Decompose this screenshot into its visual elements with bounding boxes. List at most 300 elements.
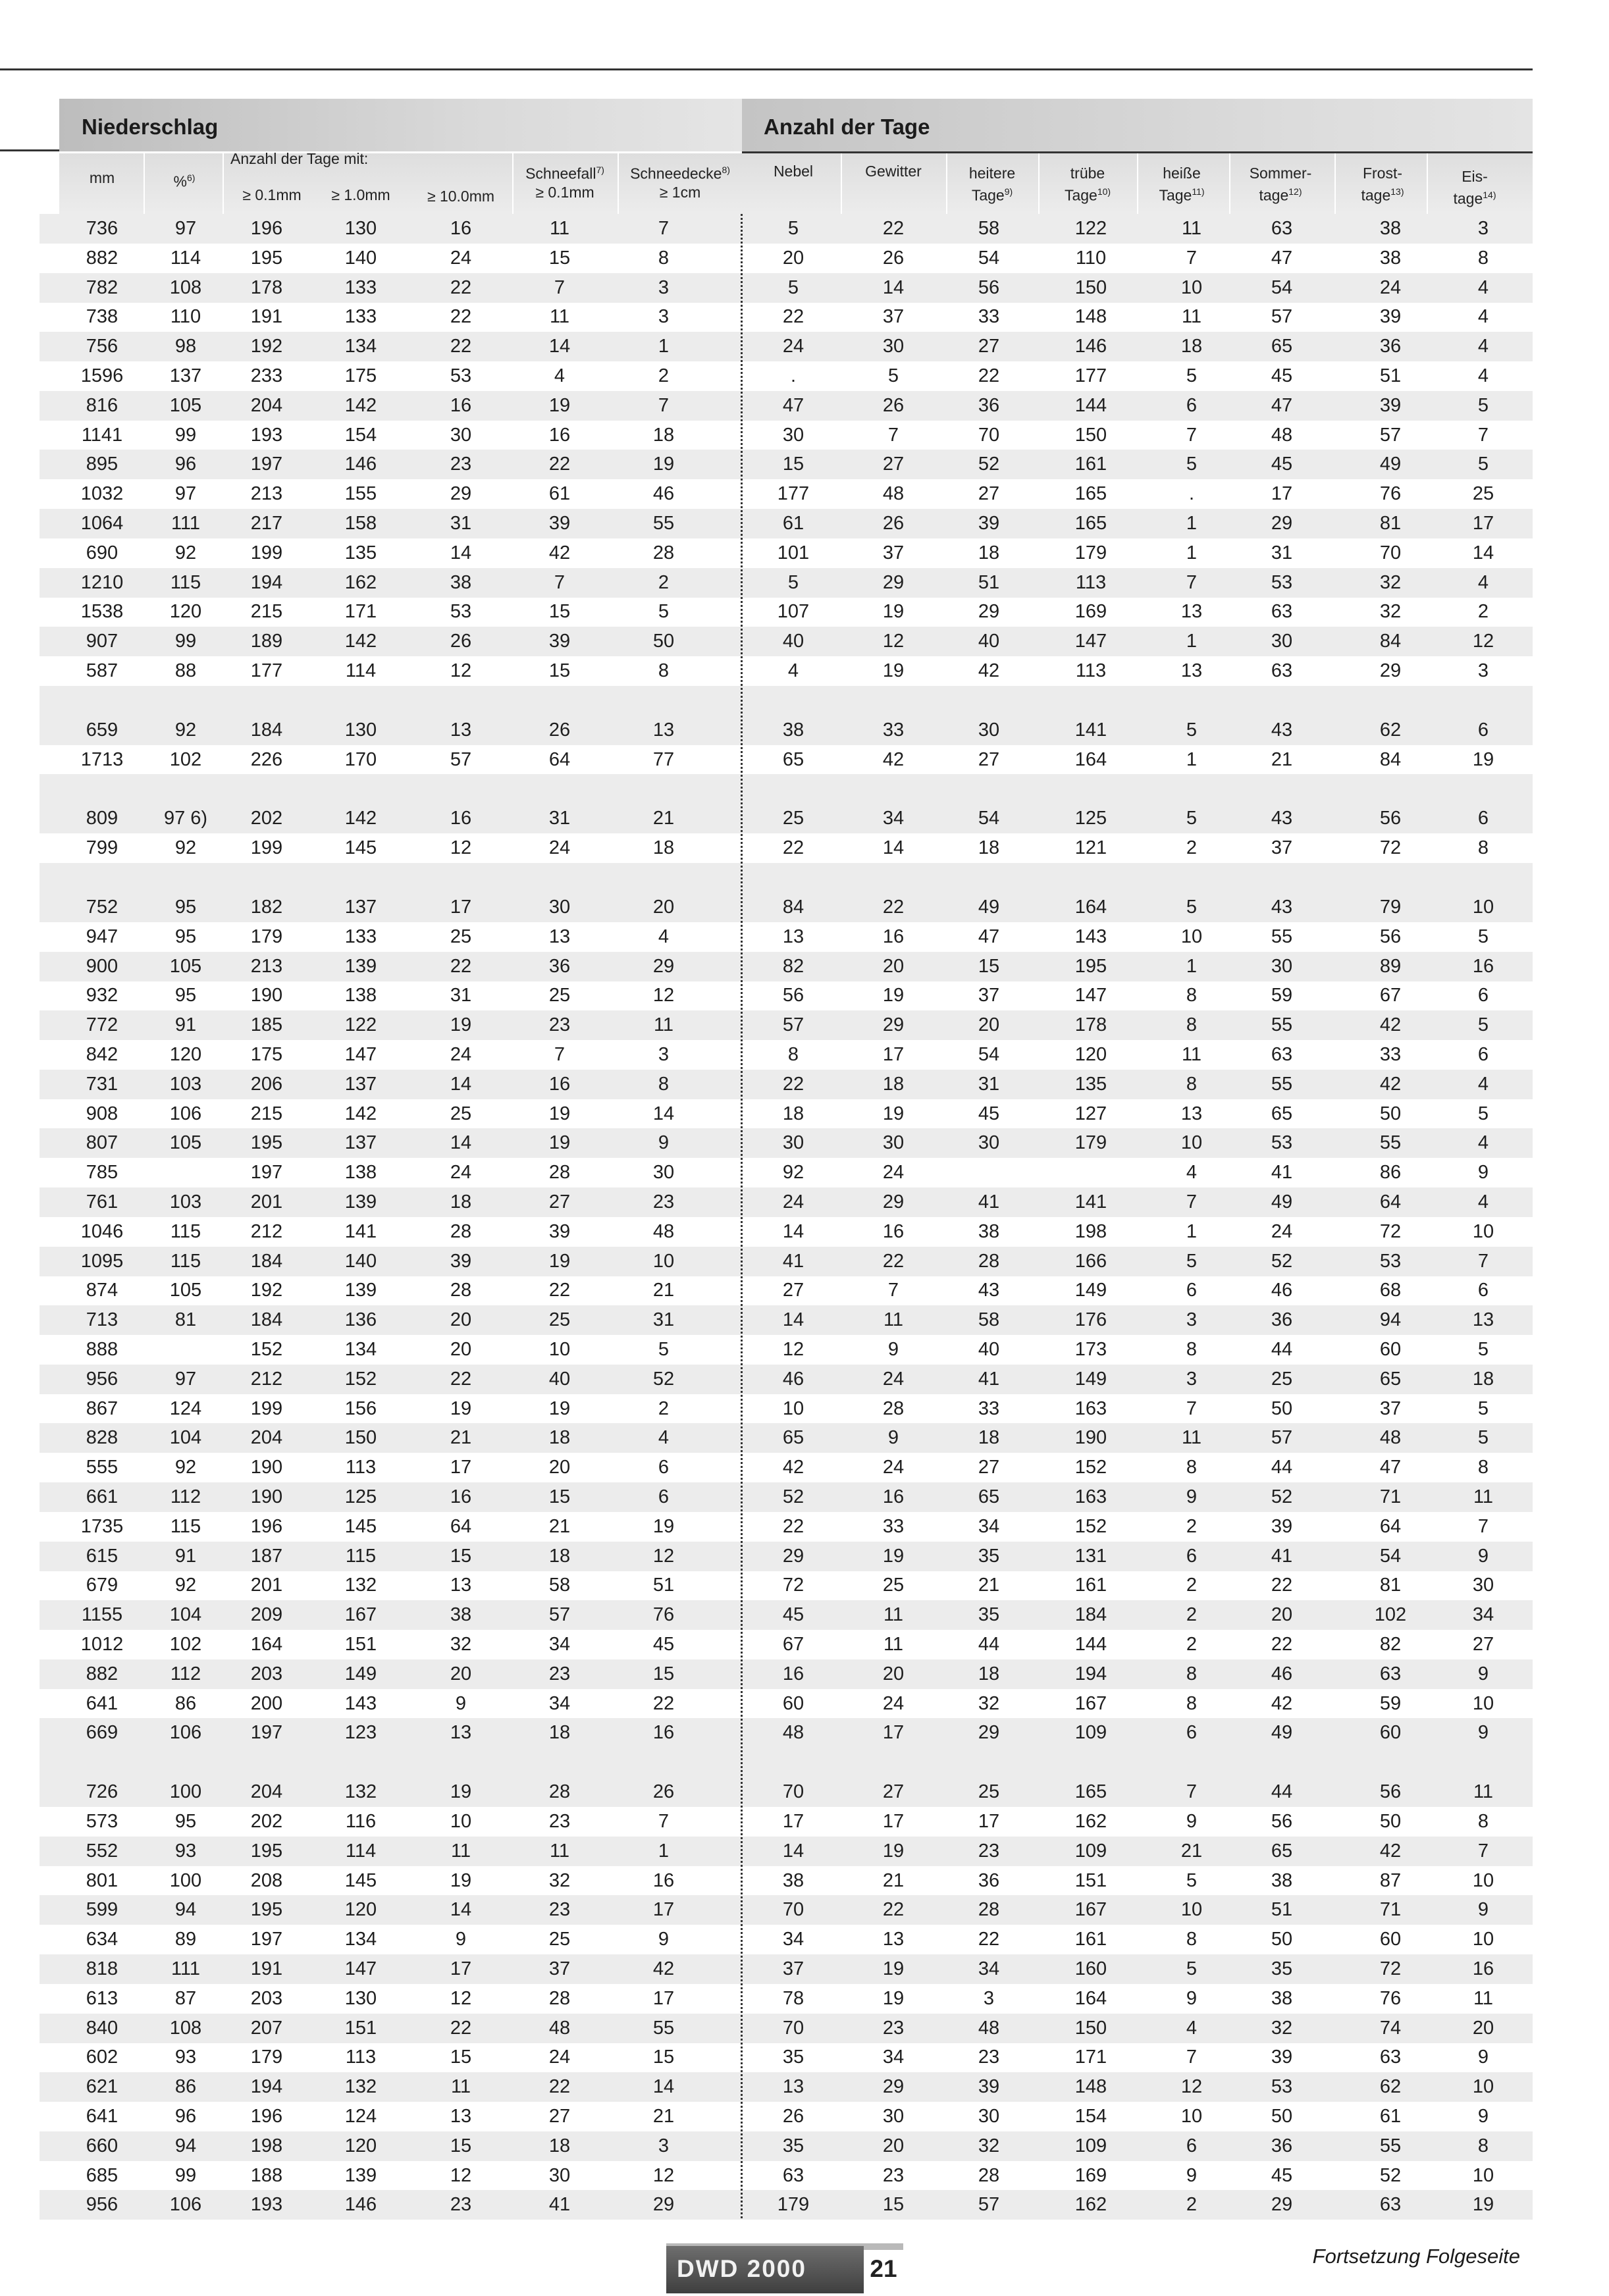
table-cell: 24 [882, 1457, 905, 1478]
table-cell: 5 [658, 1339, 670, 1360]
table-cell: 8 [1477, 2135, 1489, 2156]
table-cell: 54 [978, 247, 1000, 269]
table-cell: 67 [1379, 985, 1402, 1006]
table-cell: 54 [978, 1044, 1000, 1065]
table-cell: 24 [450, 1044, 472, 1065]
table-cell: 28 [978, 1899, 1000, 1921]
table-row [0, 1010, 1609, 1040]
table-cell: 65 [1379, 1368, 1402, 1390]
table-cell: 11 [1181, 306, 1202, 328]
table-cell: 141 [1074, 719, 1107, 741]
table-row [0, 1630, 1609, 1659]
col-header-hot: heiße Tage$^{11)}$ [1159, 165, 1205, 204]
col-separator [1427, 153, 1428, 214]
table-cell: 94 [174, 2135, 197, 2156]
table-cell: 30 [1271, 631, 1293, 652]
table-cell: 5 [1186, 1869, 1198, 1891]
table-cell: 57 [450, 748, 472, 770]
table-cell: 669 [86, 1722, 119, 1744]
table-row [0, 656, 1609, 686]
table-cell: 5 [1477, 1339, 1489, 1360]
table-cell: 19 [882, 1987, 905, 2009]
table-cell: 189 [250, 631, 283, 652]
table-cell: 139 [344, 955, 377, 977]
table-row [0, 627, 1609, 656]
table-cell: 25 [1271, 1368, 1293, 1390]
table-cell: 21 [450, 1427, 472, 1449]
table-cell: 9 [1186, 1811, 1198, 1832]
table-cell: 15 [548, 247, 571, 269]
table-cell: 7 [1186, 1781, 1198, 1803]
table-cell: 12 [652, 2164, 675, 2186]
table-cell: 78 [782, 1987, 804, 2009]
table-cell: 29 [882, 2076, 905, 2098]
table-cell: 14 [548, 336, 571, 357]
table-cell: 6 [1477, 1044, 1489, 1065]
table-cell: 115 [170, 1220, 201, 1242]
table-cell: 134 [344, 1929, 377, 1950]
table-cell: 30 [978, 1132, 1000, 1154]
table-cell: 52 [1271, 1486, 1293, 1507]
table-cell: 151 [344, 2017, 377, 2039]
table-cell: 26 [782, 2106, 804, 2127]
table-cell: 201 [250, 1575, 283, 1596]
table-cell: 27 [882, 1781, 905, 1803]
table-cell: 3 [658, 1044, 670, 1065]
table-cell: 26 [548, 719, 571, 741]
table-cell: 15 [782, 454, 804, 475]
table-cell: 199 [250, 837, 283, 859]
table-cell: 8 [1186, 1073, 1198, 1095]
table-cell: 6 [658, 1486, 670, 1507]
table-cell: 57 [978, 2194, 1000, 2216]
table-cell: 4 [554, 365, 566, 386]
table-cell: 22 [450, 955, 472, 977]
table-row [0, 952, 1609, 981]
table-cell: 151 [1074, 1869, 1107, 1891]
table-cell: 170 [344, 748, 377, 770]
table-cell: 116 [345, 1811, 377, 1832]
table-cell: 203 [250, 1987, 283, 2009]
table-cell: 27 [548, 1191, 571, 1213]
table-cell: 10 [1472, 1220, 1494, 1242]
table-cell: 95 [174, 985, 197, 1006]
table-cell: 56 [1379, 808, 1402, 829]
table-cell: 137 [169, 365, 202, 386]
table-cell: 137 [344, 1132, 377, 1154]
table-cell: 46 [1271, 1663, 1293, 1684]
table-cell: 32 [978, 2135, 1000, 2156]
table-cell: 213 [250, 955, 283, 977]
table-cell: 37 [882, 542, 905, 563]
table-cell: 164 [1074, 897, 1107, 918]
table-cell: 196 [250, 2106, 283, 2127]
table-row [0, 981, 1609, 1010]
table-cell: 163 [1074, 1486, 1107, 1507]
table-row [0, 1837, 1609, 1866]
table-cell: 30 [548, 2164, 571, 2186]
table-cell: 55 [652, 2017, 675, 2039]
table-cell: 23 [978, 2047, 1000, 2068]
table-cell: 19 [450, 1397, 472, 1419]
table-cell: 1 [1186, 513, 1198, 534]
table-cell: 18 [652, 424, 675, 446]
table-cell: 51 [978, 571, 1000, 593]
table-cell: 30 [882, 336, 905, 357]
table-cell: 20 [882, 2135, 905, 2156]
table-cell: 15 [978, 955, 1000, 977]
col-separator [1229, 153, 1230, 214]
page-number: 21 [870, 2255, 897, 2282]
table-cell: 6 [1477, 1280, 1489, 1301]
table-cell: 30 [652, 1162, 675, 1184]
table-cell: 20 [548, 1457, 571, 1478]
table-cell: 8 [1186, 1692, 1198, 1714]
table-cell: 8 [1186, 1014, 1198, 1036]
table-cell: 39 [978, 513, 1000, 534]
table-cell: 42 [1379, 1073, 1402, 1095]
table-cell: 14 [450, 1899, 472, 1921]
table-cell: 48 [1271, 424, 1293, 446]
table-cell: 60 [782, 1692, 804, 1714]
table-cell: 161 [1074, 1575, 1107, 1596]
table-cell: 9 [1477, 2047, 1489, 2068]
table-cell: 21 [978, 1575, 1000, 1596]
table-cell: 41 [1271, 1545, 1293, 1567]
table-cell: 8 [658, 660, 670, 681]
table-cell: 130 [344, 719, 377, 741]
table-cell: 149 [344, 1663, 377, 1684]
table-cell: 25 [450, 926, 472, 947]
col-header-d10: ≥ 10.0mm [427, 188, 495, 205]
table-cell: 72 [1379, 1220, 1402, 1242]
table-cell: 71 [1379, 1486, 1402, 1507]
table-cell: 45 [1271, 454, 1293, 475]
table-cell: 154 [344, 424, 377, 446]
table-cell: 57 [548, 1604, 571, 1626]
table-cell: 33 [882, 719, 905, 741]
table-cell: 30 [782, 424, 804, 446]
table-cell: 61 [548, 483, 571, 505]
table-cell: 95 [174, 926, 197, 947]
table-cell: 94 [1379, 1309, 1402, 1331]
table-cell: 88 [174, 660, 197, 681]
table-cell: 29 [1271, 2194, 1293, 2216]
table-cell: 13 [1180, 1103, 1203, 1124]
table-cell: 164 [1074, 748, 1107, 770]
table-cell: 12 [652, 985, 675, 1006]
table-cell: 5 [1477, 1427, 1489, 1449]
col-separator [1334, 153, 1336, 214]
table-cell: 14 [652, 1103, 675, 1124]
table-cell: 22 [1271, 1575, 1293, 1596]
table-cell: 70 [782, 1781, 804, 1803]
table-cell: 36 [548, 955, 571, 977]
table-cell: 39 [548, 513, 571, 534]
table-cell: 146 [1074, 336, 1107, 357]
table-cell: 47 [1379, 1457, 1402, 1478]
table-cell: 2 [1477, 601, 1489, 623]
table-cell: 41 [548, 2194, 571, 2216]
table-cell: 49 [1379, 454, 1402, 475]
table-cell: 81 [1379, 513, 1402, 534]
table-cell: 13 [782, 926, 804, 947]
table-cell: 179 [250, 926, 283, 947]
table-cell: 16 [450, 218, 472, 239]
table-cell: 28 [450, 1220, 472, 1242]
table-cell: 27 [978, 748, 1000, 770]
table-row [0, 1365, 1609, 1394]
table-cell: 15 [652, 2047, 675, 2068]
table-cell: 18 [978, 1663, 1000, 1684]
table-cell: 150 [1074, 2017, 1107, 2039]
table-cell: 907 [86, 631, 119, 652]
table-cell: 10 [1180, 1899, 1203, 1921]
table-cell: 92 [174, 1575, 197, 1596]
table-cell: 736 [86, 218, 119, 239]
table-cell: 14 [450, 1132, 472, 1154]
table-row [0, 833, 1609, 863]
table-cell: 23 [652, 1191, 675, 1213]
table-cell: 15 [450, 2047, 472, 2068]
table-cell: 42 [882, 748, 905, 770]
table-cell: 32 [1379, 571, 1402, 593]
table-cell: 615 [86, 1545, 119, 1567]
table-cell: 55 [652, 513, 675, 534]
table-cell: 35 [978, 1545, 1000, 1567]
precipitation-title: Niederschlag [82, 115, 219, 139]
table-cell: 16 [882, 1220, 905, 1242]
table-cell: 12 [450, 660, 472, 681]
table-cell: 111 [171, 513, 201, 534]
col-separator [841, 153, 842, 214]
table-cell: 29 [882, 1191, 905, 1213]
table-cell: 33 [882, 1515, 905, 1537]
table-cell: 152 [1074, 1457, 1107, 1478]
table-cell: 8 [658, 1073, 670, 1095]
table-cell: 105 [169, 955, 202, 977]
table-cell: 9 [455, 1692, 467, 1714]
table-cell: 127 [1074, 1103, 1107, 1124]
table-cell: 106 [169, 1722, 202, 1744]
table-cell: 56 [1379, 1781, 1402, 1803]
table-cell: 63 [1379, 1663, 1402, 1684]
table-cell: 2 [658, 1397, 670, 1419]
table-cell: 37 [1271, 837, 1293, 859]
table-row [0, 745, 1609, 775]
col-header-snowfall: Schneefall$^{7)}$ ≥ 0.1mm [525, 165, 604, 201]
table-cell: 29 [652, 2194, 675, 2216]
table-cell: 38 [1379, 247, 1402, 269]
table-cell: 146 [344, 2194, 377, 2216]
table-cell: 86 [1379, 1162, 1402, 1184]
table-cell: 10 [1472, 2164, 1494, 2186]
table-cell: 196 [250, 1515, 283, 1537]
col-header-frost: Frost- tage$^{13)}$ [1361, 165, 1404, 204]
table-cell: 34 [1472, 1604, 1494, 1626]
table-cell: 89 [1379, 955, 1402, 977]
table-cell: 3 [658, 2135, 670, 2156]
table-cell: 45 [1271, 365, 1293, 386]
table-cell: 30 [882, 1132, 905, 1154]
table-row [0, 2190, 1609, 2220]
table-cell: 47 [1271, 247, 1293, 269]
table-cell: 137 [344, 1073, 377, 1095]
table-cell: 20 [1472, 2017, 1494, 2039]
table-cell: 15 [882, 2194, 905, 2216]
table-cell: 39 [548, 1220, 571, 1242]
table-cell: 31 [652, 1309, 675, 1331]
table-cell: 49 [978, 897, 1000, 918]
table-cell: 65 [1271, 1840, 1293, 1862]
table-cell: 2 [658, 365, 670, 386]
table-cell: 15 [548, 601, 571, 623]
table-row [0, 1040, 1609, 1070]
table-cell: 738 [86, 306, 119, 328]
group-spacer [40, 863, 1533, 893]
table-cell: 2 [1186, 837, 1198, 859]
table-cell: 58 [978, 218, 1000, 239]
table-row [0, 804, 1609, 833]
col-header-d01: ≥ 0.1mm [242, 186, 302, 203]
table-cell: 30 [882, 2106, 905, 2127]
table-cell: 19 [652, 1515, 675, 1537]
table-cell: 64 [1379, 1515, 1402, 1537]
table-cell: 6 [1477, 808, 1489, 829]
table-cell: 95 [174, 1811, 197, 1832]
table-cell: 17 [652, 1987, 675, 2009]
table-cell: 23 [882, 2164, 905, 2186]
table-cell: 4 [1477, 1132, 1489, 1154]
table-cell: 199 [250, 542, 283, 563]
table-cell: 112 [170, 1486, 201, 1507]
table-cell: 185 [250, 1014, 283, 1036]
col-header-d1: ≥ 1.0mm [331, 186, 390, 203]
table-cell: 54 [1379, 1545, 1402, 1567]
table-cell: 120 [344, 2135, 377, 2156]
table-cell: 35 [782, 2135, 804, 2156]
table-cell: 17 [450, 1958, 472, 1979]
table-cell: 679 [86, 1575, 119, 1596]
table-cell: 22 [450, 2017, 472, 2039]
table-cell: 217 [250, 513, 283, 534]
table-cell: 782 [86, 276, 119, 298]
table-cell: 7 [887, 1280, 899, 1301]
table-cell: 867 [86, 1397, 119, 1419]
table-cell: 6 [1186, 394, 1198, 416]
table-row [0, 1482, 1609, 1512]
table-cell: 14 [450, 1073, 472, 1095]
table-row [0, 1807, 1609, 1837]
table-cell: 3 [1186, 1368, 1198, 1390]
table-cell: 18 [882, 1073, 905, 1095]
table-cell: . [1188, 483, 1195, 505]
table-cell: 6 [1477, 719, 1489, 741]
table-cell: 9 [1477, 1545, 1489, 1567]
table-cell: 115 [170, 571, 201, 593]
table-cell: 106 [169, 2194, 202, 2216]
table-cell: 41 [782, 1250, 804, 1272]
table-cell: 18 [548, 1427, 571, 1449]
table-cell: 874 [86, 1280, 119, 1301]
table-cell: 22 [782, 1073, 804, 1095]
table-cell: 32 [1379, 601, 1402, 623]
table-cell: 17 [450, 1457, 472, 1478]
table-cell: 888 [86, 1339, 119, 1360]
table-cell: 87 [174, 1987, 197, 2009]
table-row [0, 1954, 1609, 1984]
table-cell: 7 [1186, 1191, 1198, 1213]
table-cell: 55 [1271, 1014, 1293, 1036]
table-cell: 6 [1186, 1722, 1198, 1744]
table-cell: 41 [978, 1191, 1000, 1213]
table-cell: 11 [883, 1634, 904, 1655]
table-cell: 164 [1074, 1987, 1107, 2009]
table-cell: 8 [1186, 985, 1198, 1006]
table-cell: 179 [1074, 1132, 1107, 1154]
table-cell: 92 [174, 837, 197, 859]
table-cell: 18 [548, 2135, 571, 2156]
table-cell: 146 [344, 454, 377, 475]
table-cell: 184 [1074, 1604, 1107, 1626]
table-cell: 63 [1271, 601, 1293, 623]
table-cell: 956 [86, 2194, 119, 2216]
table-row [0, 1659, 1609, 1689]
table-cell: 72 [782, 1575, 804, 1596]
table-row [0, 302, 1609, 332]
table-cell: 20 [978, 1014, 1000, 1036]
table-cell: 1 [658, 336, 670, 357]
table-cell: 50 [1271, 1397, 1293, 1419]
table-cell: 114 [345, 660, 377, 681]
table-cell: 60 [1379, 1929, 1402, 1950]
table-cell: 25 [1472, 483, 1494, 505]
table-cell: 120 [344, 1899, 377, 1921]
table-cell: 38 [1271, 1869, 1293, 1891]
table-cell: 14 [782, 1309, 804, 1331]
table-cell: 37 [882, 306, 905, 328]
table-cell: 22 [450, 1368, 472, 1390]
table-cell: 1155 [81, 1604, 123, 1626]
table-cell: 48 [782, 1722, 804, 1744]
table-row [0, 361, 1609, 391]
table-cell: 145 [344, 1515, 377, 1537]
table-cell: 76 [1379, 1987, 1402, 2009]
table-cell: 21 [882, 1869, 905, 1891]
table-cell: 4 [658, 1427, 670, 1449]
table-cell: 39 [548, 631, 571, 652]
table-cell: 29 [882, 1014, 905, 1036]
table-cell: 150 [344, 1427, 377, 1449]
table-cell: 190 [250, 1486, 283, 1507]
table-cell: 70 [782, 2017, 804, 2039]
table-cell: 1 [1186, 631, 1198, 652]
table-cell: 9 [658, 1132, 670, 1154]
table-cell: 198 [250, 2135, 283, 2156]
table-cell: 1713 [80, 748, 124, 770]
table-cell: 21 [1271, 748, 1293, 770]
table-cell: 1 [1186, 748, 1198, 770]
table-cell: 141 [1074, 1191, 1107, 1213]
table-cell: 24 [548, 837, 571, 859]
table-cell: 150 [1074, 276, 1107, 298]
table-cell: 57 [782, 1014, 804, 1036]
table-cell: 613 [86, 1987, 119, 2009]
table-cell: 206 [250, 1073, 283, 1095]
table-cell: 22 [548, 1280, 571, 1301]
table-cell: 25 [450, 1103, 472, 1124]
table-cell: 63 [782, 2164, 804, 2186]
